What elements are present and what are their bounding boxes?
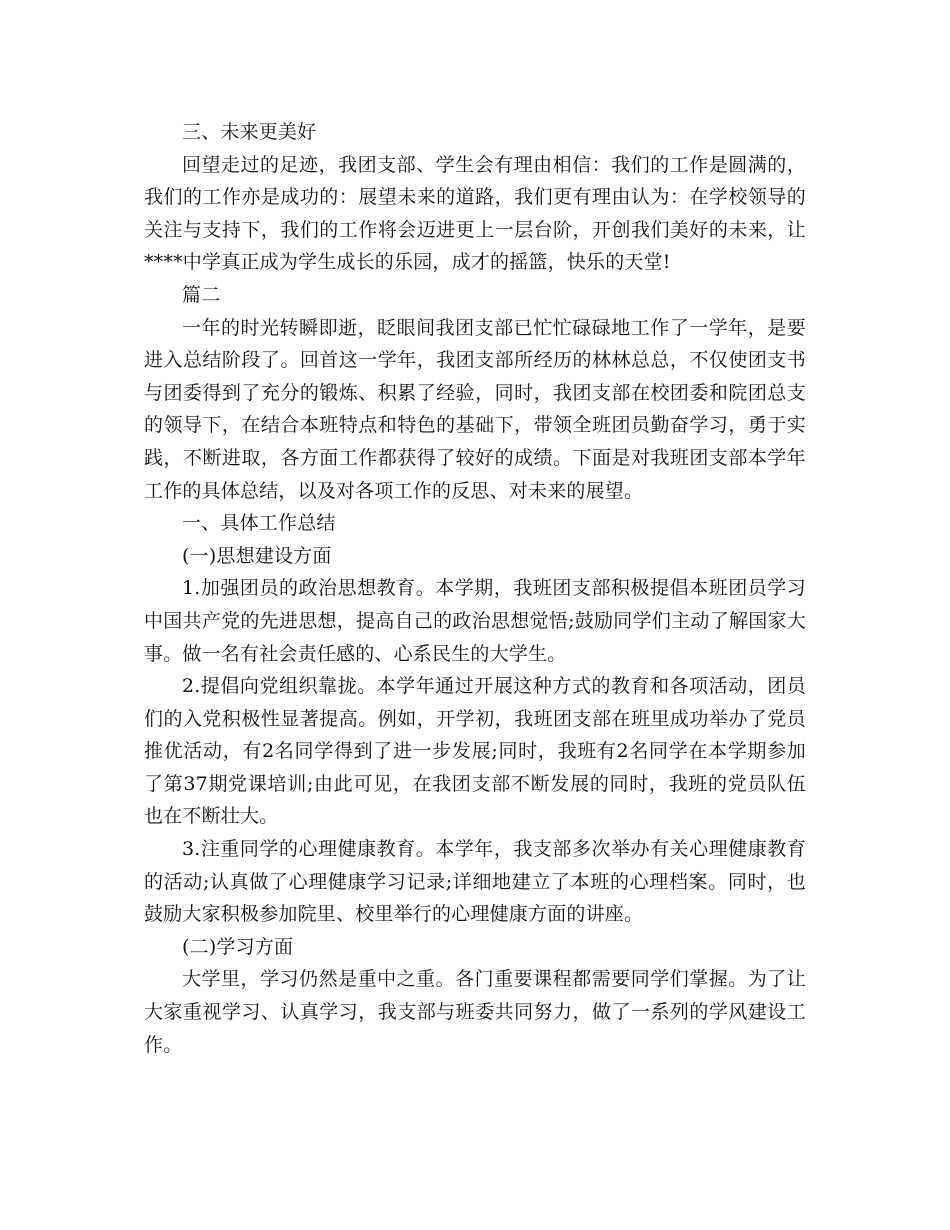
section-heading-work-summary: 一、具体工作总结: [182, 512, 336, 535]
subsection-heading-study: (二)学习方面: [182, 935, 294, 958]
paragraph-looking-back: 回望走过的足迹，我团支部、学生会有理由相信：我们的工作是圆满的，我们的工作亦是成功的：展望未来的道路，我们更有理由认为：在学校领导的关注与支持下，我们的工作将会迈进更上一层台阶，开创我们美好的未来，让****中学真正成为学生成长的乐园，成才的摇篮，快乐的天堂!: [144, 153, 806, 274]
subsection-heading-ideology: (一)思想建设方面: [182, 544, 332, 567]
paragraph-party-organization: 2.提倡向党组织靠拢。本学年通过开展这种方式的教育和各项活动，团员们的入党积极性显著提高。例如，开学初，我班团支部在班里成功举办了党员推优活动，有2名同学得到了进一步发展;同时，我班有2名同学在本学期参加了第37期党课培训;由此可见，在我团支部不断发展的同时，我班的党员队伍也在不断壮大。: [144, 675, 806, 828]
section-heading-future: 三、未来更美好: [182, 121, 317, 143]
paragraph-study: 大学里，学习仍然是重中之重。各门重要课程都需要同学们掌握。为了让大家重视学习、认真学习，我支部与班委共同努力，做了一系列的学风建设工作。: [144, 968, 806, 1056]
part-two-heading: 篇二: [182, 283, 221, 306]
paragraph-mental-health: 3.注重同学的心理健康教育。本学年，我支部多次举办有关心理健康教育的活动;认真做了心理健康学习记录;详细地建立了本班的心理档案。同时，也鼓励大家积极参加院里、校里举行的心理健康方面的讲座。: [144, 838, 806, 926]
paragraph-political-education: 1.加强团员的政治思想教育。本学期，我班团支部积极提倡本班团员学习中国共产党的先进思想，提高自己的政治思想觉悟;鼓励同学们主动了解国家大事。做一名有社会责任感的、心系民生的大学生。: [144, 577, 806, 665]
paragraph-year-summary: 一年的时光转瞬即逝，眨眼间我团支部已忙忙碌碌地工作了一学年，是要进入总结阶段了。回首这一学年，我团支部所经历的林林总总，不仅使团支书与团委得到了充分的锻炼、积累了经验，同时，我团支部在校团委和院团总支的领导下，在结合本班特点和特色的基础下，带领全班团员勤奋学习，勇于实践，不断进取，各方面工作都获得了较好的成绩。下面是对我班团支部本学年工作的具体总结，以及对各项工作的反思、对未来的展望。: [144, 316, 806, 502]
